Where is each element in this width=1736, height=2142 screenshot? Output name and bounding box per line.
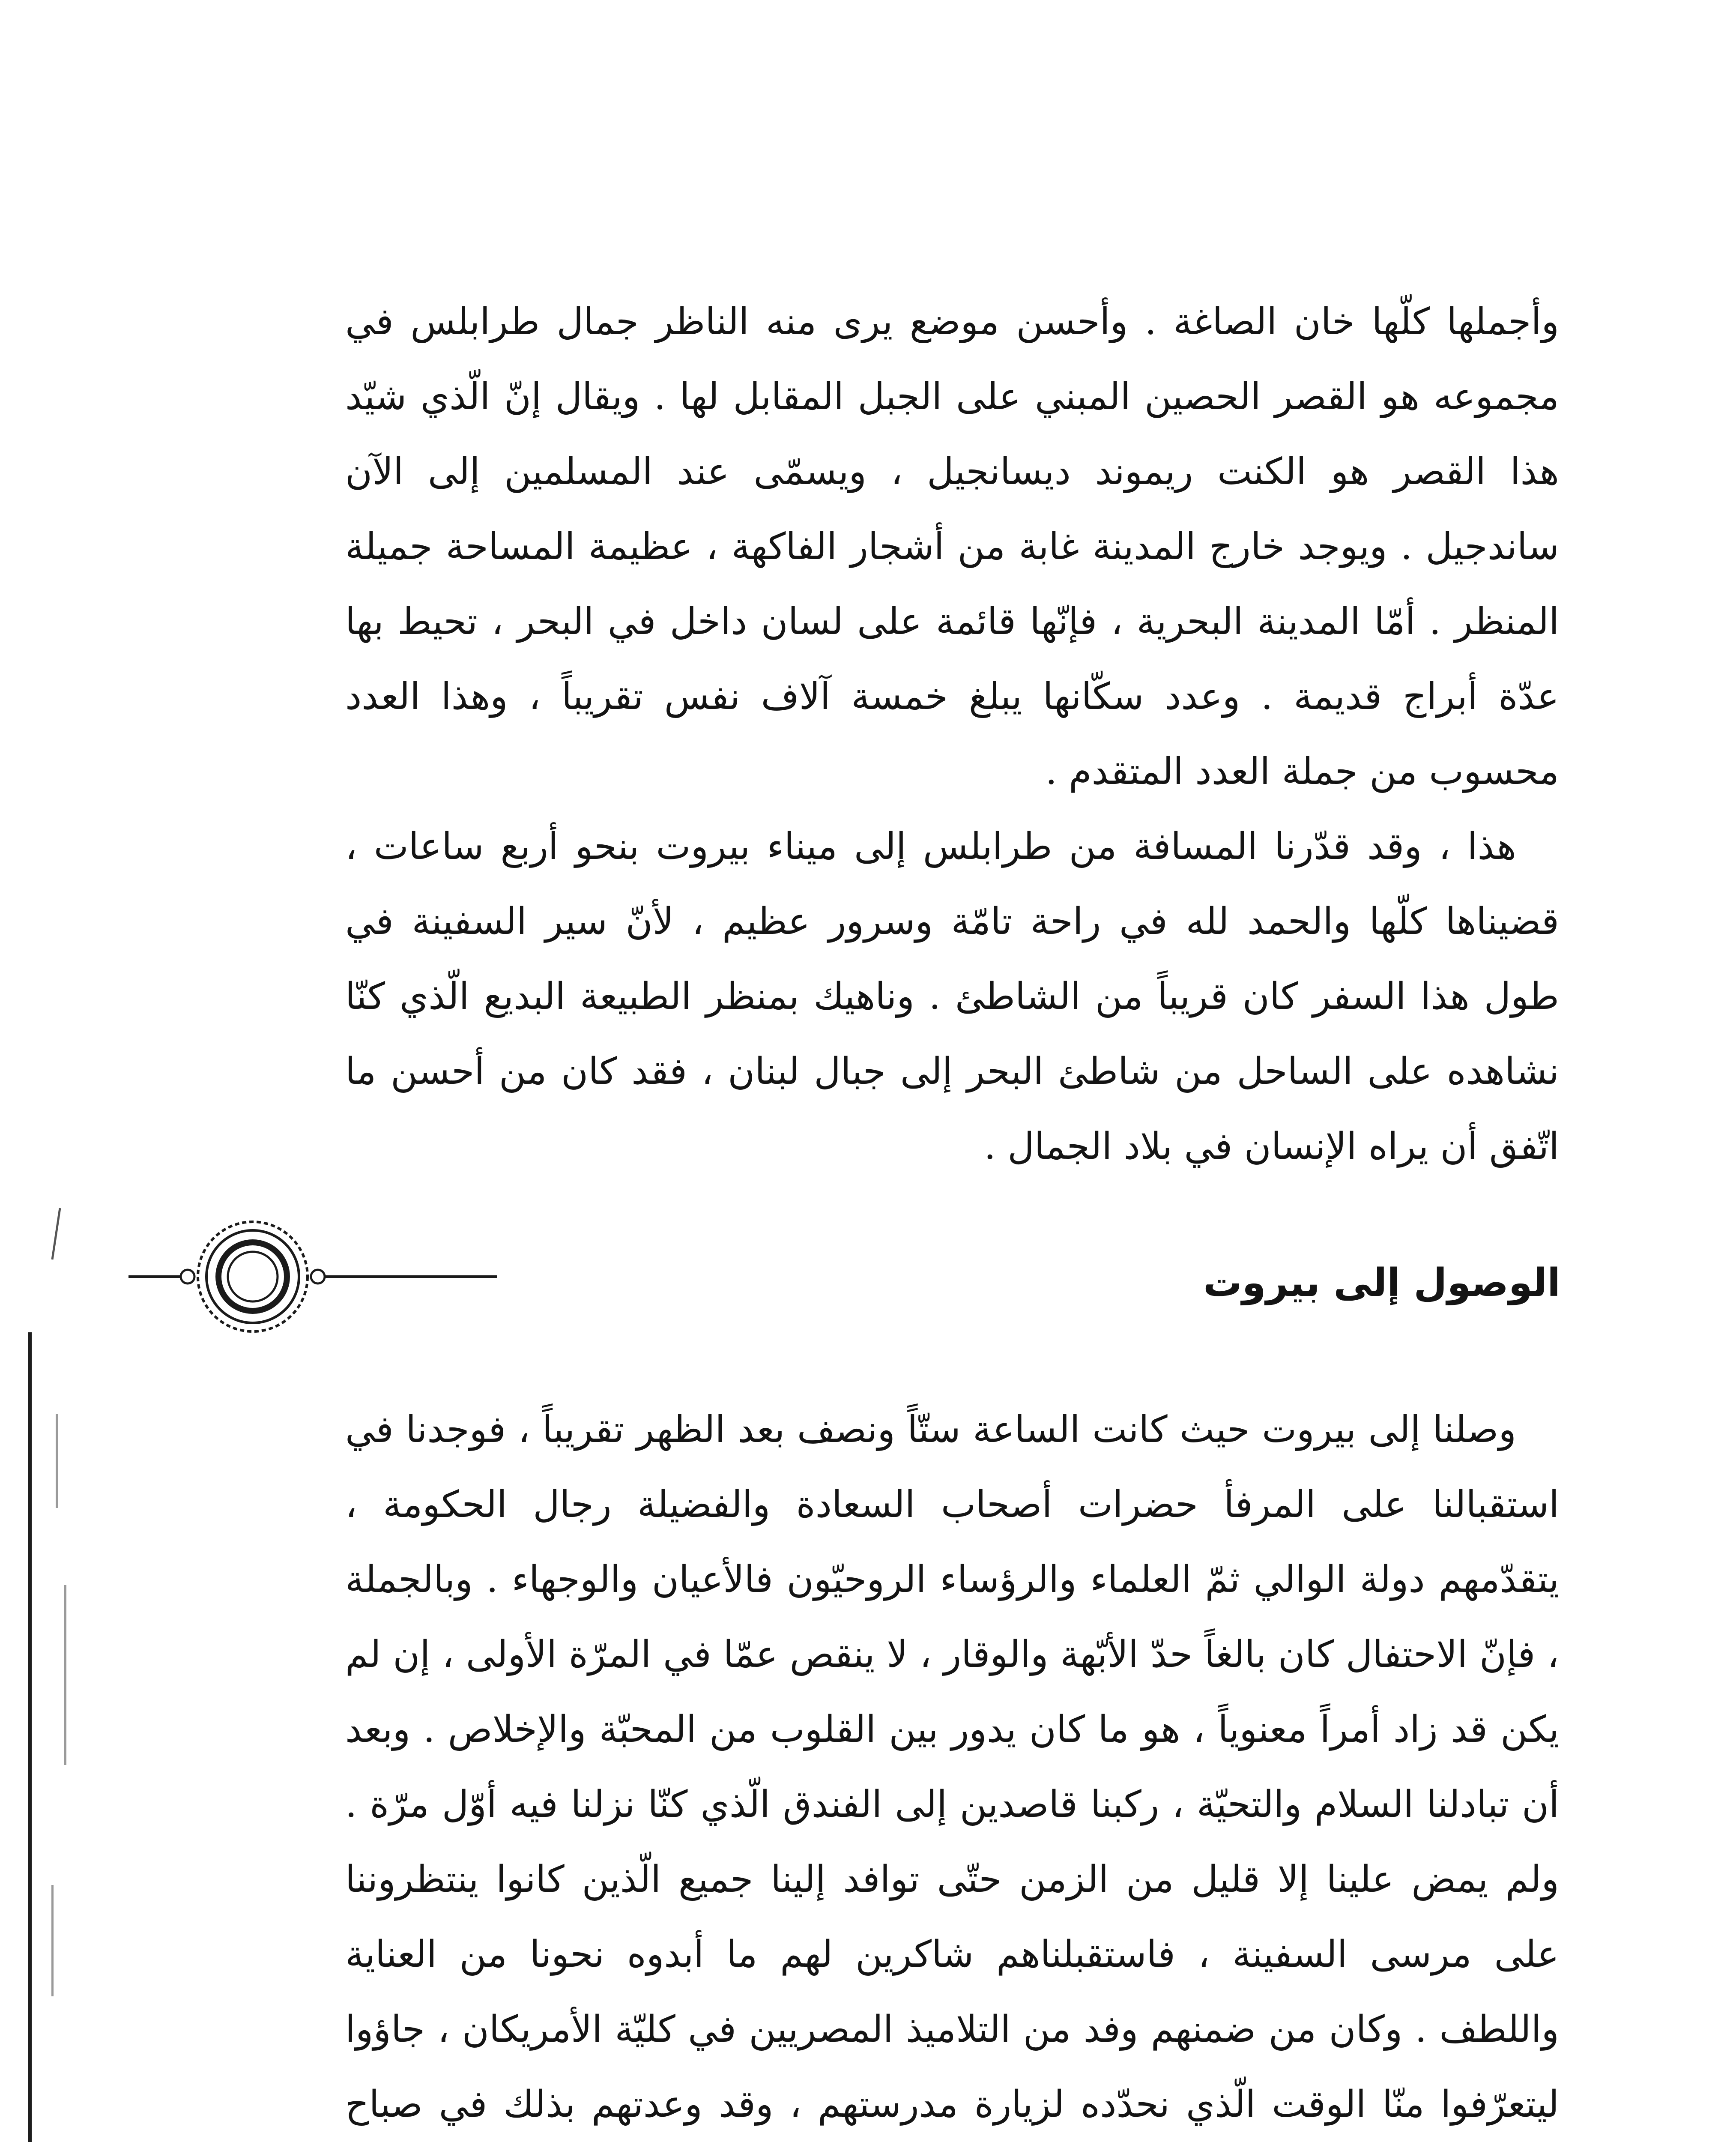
binding-speck bbox=[64, 1585, 66, 1765]
binding-edge-line bbox=[28, 1332, 32, 2142]
paragraph-1: وأجملها كلّها خان الصاغة . وأحسن موضع يرى منه الناظر جمال طرابلس في مجموعه هو القصر الحصين المبني على الجبل المقابل لها . ويقال إنّ الّذي شيّد هذا القصر هو الكنت ريموند ديسانجيل ، ويسمّى عند المسلمين إلى الآن ساندجيل . ويوجد خارج المدينة غابة من أشجار الفاكهة ، عظيمة المساحة جميلة المنظر . أمّا المدينة البحرية ، فإنّها قائمة على لسان داخل في البحر ، تحيط بها عدّة أبراج قديمة . وعدد سكّانها يبلغ خمسة آلاف نفس تقريباً ، وهذا العدد محسوب من جملة العدد المتقدم . bbox=[345, 300, 1559, 793]
paragraph-3: وصلنا إلى بيروت حيث كانت الساعة ستّاً ونصف بعد الظهر تقريباً ، فوجدنا في استقبالنا على المرفأ حضرات أصحاب السعادة والفضيلة رجال الحكومة ، يتقدّمهم دولة الوالي ثمّ العلماء والرؤساء الروحيّون فالأعيان والوجهاء . وبالجملة ، فإنّ الاحتفال كان بالغاً حدّ الأبّهة والوقار ، لا ينقص عمّا في المرّة الأولى ، إن لم يكن قد زاد أمراً معنوياً ، هو ما كان يدور بين القلوب من المحبّة والإخلاص . وبعد أن تبادلنا السلام والتحيّة ، ركبنا قاصدين إلى الفندق الّذي كنّا نزلنا فيه أوّل مرّة . ولم يمض علينا إلا قليل من الزمن حتّى توافد إلينا جميع الّذين كانوا ينتظروننا على مرسى السفينة ، فاستقبلناهم شاكرين لهم ما أبدوه نحونا من العناية واللطف . وكان من ضمنهم وفد من التلاميذ المصريين في كليّة الأمريكان ، جاؤوا ليتعرّفوا منّا الوقت الّذي نحدّده لزيارة مدرستهم ، وقد وعدتهم بذلك في صباح bbox=[345, 1408, 1559, 2126]
ring-ornament-icon bbox=[128, 1212, 505, 1341]
section-heading: الوصول إلى بيروت bbox=[1203, 1260, 1560, 1305]
binding-speck bbox=[51, 1885, 54, 1996]
text-block-top bbox=[345, 284, 1559, 1184]
text-block-bottom bbox=[345, 1392, 1559, 2142]
scan-mark-icon bbox=[47, 1204, 64, 1264]
paragraph-2: هذا ، وقد قدّرنا المسافة من طرابلس إلى ميناء بيروت بنحو أربع ساعات ، قضيناها كلّها والحمد لله في راحة تامّة وسرور عظيم ، لأنّ سير السفينة في طول هذا السفر كان قريباً من الشاطئ . وناهيك بمنظر الطبيعة البديع الّذي كنّا نشاهده على الساحل من شاطئ البحر إلى جبال لبنان ، فقد كان من أحسن ما اتّفق أن يراه الإنسان في بلاد الجمال . bbox=[345, 825, 1559, 1168]
binding-speck bbox=[56, 1414, 58, 1508]
